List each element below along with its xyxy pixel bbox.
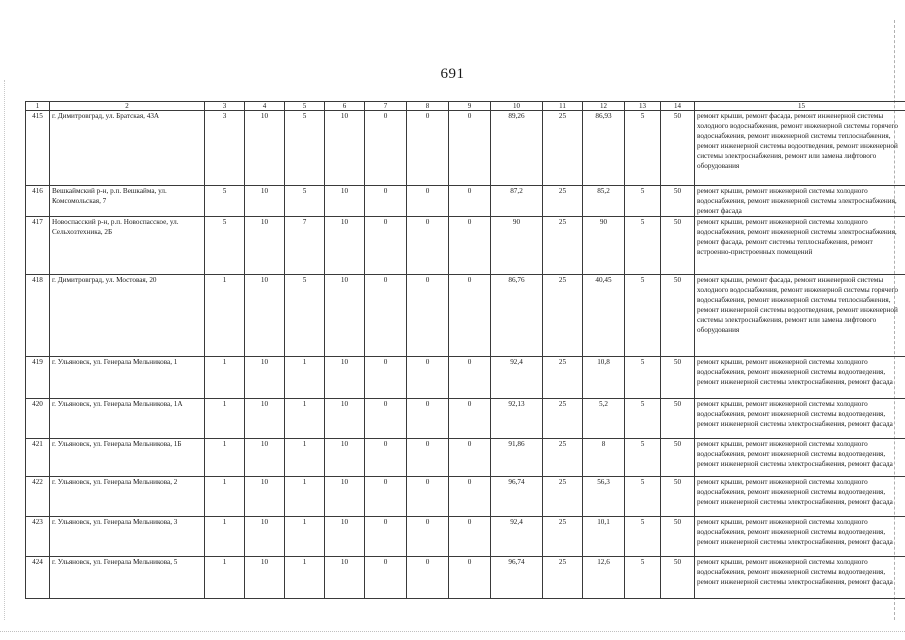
column-header-3: 3 — [205, 102, 245, 111]
cell-c14: 50 — [661, 186, 695, 217]
cell-c11: 25 — [543, 557, 583, 599]
cell-c9: 0 — [449, 111, 491, 186]
row-number-cell: 415 — [26, 111, 50, 186]
cell-c9: 0 — [449, 186, 491, 217]
column-header-9: 9 — [449, 102, 491, 111]
cell-c3: 1 — [205, 439, 245, 477]
cell-c6: 10 — [325, 557, 365, 599]
works-list-cell: ремонт крыши, ремонт инженерной системы холодного водоснабжения, ремонт инженерной системы водоотведения, ремонт инженерной системы электроснабжения, ремонт фасада — [695, 399, 905, 439]
cell-c3: 1 — [205, 477, 245, 517]
cell-c13: 5 — [625, 357, 661, 399]
cell-c3: 1 — [205, 517, 245, 557]
cell-c5: 1 — [285, 357, 325, 399]
cell-c10: 96,74 — [491, 557, 543, 599]
cell-c11: 25 — [543, 357, 583, 399]
cell-c13: 5 — [625, 111, 661, 186]
cell-c12: 56,3 — [583, 477, 625, 517]
cell-c5: 1 — [285, 517, 325, 557]
address-cell: Новоспасский р-н, р.п. Новоспасское, ул. Сельхозтехника, 2Б — [50, 217, 205, 275]
cell-c11: 25 — [543, 217, 583, 275]
cell-c12: 90 — [583, 217, 625, 275]
cell-c5: 1 — [285, 399, 325, 439]
cell-c10: 91,86 — [491, 439, 543, 477]
table-row — [26, 557, 905, 599]
cell-c11: 25 — [543, 439, 583, 477]
table-row — [26, 186, 905, 217]
cell-c10: 87,2 — [491, 186, 543, 217]
cell-c13: 5 — [625, 557, 661, 599]
column-header-1: 1 — [26, 102, 50, 111]
cell-c14: 50 — [661, 275, 695, 357]
column-header-4: 4 — [245, 102, 285, 111]
works-list-cell: ремонт крыши, ремонт инженерной системы холодного водоснабжения, ремонт инженерной системы электроснабжения, ремонт фасада, ремонт системы теплоснабжения, ремонт встроенно-пристроенных помещений — [695, 217, 905, 275]
works-list-cell: ремонт крыши, ремонт инженерной системы холодного водоснабжения, ремонт инженерной системы водоотведения, ремонт инженерной системы электроснабжения, ремонт фасада — [695, 357, 905, 399]
cell-c4: 10 — [245, 275, 285, 357]
cell-c4: 10 — [245, 517, 285, 557]
works-list-cell: ремонт крыши, ремонт инженерной системы холодного водоснабжения, ремонт инженерной системы водоотведения, ремонт инженерной системы электроснабжения, ремонт фасада — [695, 439, 905, 477]
cell-c3: 3 — [205, 111, 245, 186]
column-header-11: 11 — [543, 102, 583, 111]
cell-c7: 0 — [365, 275, 407, 357]
cell-c7: 0 — [365, 111, 407, 186]
cell-c13: 5 — [625, 217, 661, 275]
cell-c9: 0 — [449, 517, 491, 557]
works-list-cell: ремонт крыши, ремонт фасада, ремонт инженерной системы холодного водоснабжения, ремонт инженерной системы горячего водоснабжения, ремонт инженерной системы теплоснабжения, ремонт инженерной системы водоотведения, ремонт инженерной системы электроснабжения, ремонт или замена лифтового оборудования — [695, 111, 905, 186]
table-row — [26, 439, 905, 477]
cell-c12: 5,2 — [583, 399, 625, 439]
row-number-cell: 417 — [26, 217, 50, 275]
cell-c9: 0 — [449, 357, 491, 399]
cell-c5: 1 — [285, 557, 325, 599]
cell-c8: 0 — [407, 399, 449, 439]
works-list-cell: ремонт крыши, ремонт инженерной системы холодного водоснабжения, ремонт инженерной системы водоотведения, ремонт инженерной системы электроснабжения, ремонт фасада — [695, 477, 905, 517]
cell-c8: 0 — [407, 186, 449, 217]
works-list-cell: ремонт крыши, ремонт фасада, ремонт инженерной системы холодного водоснабжения, ремонт инженерной системы горячего водоснабжения, ремонт инженерной системы теплоснабжения, ремонт инженерной системы водоотведения, ремонт инженерной системы электроснабжения, ремонт или замена лифтового оборудования — [695, 275, 905, 357]
cell-c9: 0 — [449, 217, 491, 275]
cell-c8: 0 — [407, 557, 449, 599]
cell-c9: 0 — [449, 275, 491, 357]
address-cell: г. Ульяновск, ул. Генерала Мельникова, 5 — [50, 557, 205, 599]
table-row — [26, 517, 905, 557]
cell-c11: 25 — [543, 275, 583, 357]
cell-c3: 5 — [205, 217, 245, 275]
row-number-cell: 423 — [26, 517, 50, 557]
works-list-cell: ремонт крыши, ремонт инженерной системы холодного водоснабжения, ремонт инженерной системы электроснабжения, ремонт фасада — [695, 186, 905, 217]
scan-edge-left — [4, 80, 6, 620]
cell-c10: 92,4 — [491, 517, 543, 557]
cell-c14: 50 — [661, 557, 695, 599]
cell-c7: 0 — [365, 217, 407, 275]
cell-c6: 10 — [325, 111, 365, 186]
cell-c7: 0 — [365, 477, 407, 517]
address-cell: г. Ульяновск, ул. Генерала Мельникова, 2 — [50, 477, 205, 517]
registry-table — [25, 101, 905, 599]
cell-c4: 10 — [245, 557, 285, 599]
cell-c7: 0 — [365, 399, 407, 439]
cell-c3: 1 — [205, 275, 245, 357]
cell-c12: 85,2 — [583, 186, 625, 217]
column-header-15: 15 — [695, 102, 905, 111]
column-header-13: 13 — [625, 102, 661, 111]
cell-c6: 10 — [325, 357, 365, 399]
cell-c5: 5 — [285, 111, 325, 186]
address-cell: г. Ульяновск, ул. Генерала Мельникова, 3 — [50, 517, 205, 557]
cell-c8: 0 — [407, 357, 449, 399]
cell-c11: 25 — [543, 186, 583, 217]
cell-c6: 10 — [325, 275, 365, 357]
cell-c14: 50 — [661, 399, 695, 439]
works-list-cell: ремонт крыши, ремонт инженерной системы холодного водоснабжения, ремонт инженерной системы водоотведения, ремонт инженерной системы электроснабжения, ремонт фасада — [695, 517, 905, 557]
address-cell: г. Ульяновск, ул. Генерала Мельникова, 1 — [50, 357, 205, 399]
cell-c12: 10,8 — [583, 357, 625, 399]
column-header-14: 14 — [661, 102, 695, 111]
cell-c7: 0 — [365, 186, 407, 217]
cell-c12: 86,93 — [583, 111, 625, 186]
cell-c3: 1 — [205, 357, 245, 399]
cell-c14: 50 — [661, 357, 695, 399]
cell-c4: 10 — [245, 217, 285, 275]
cell-c9: 0 — [449, 477, 491, 517]
works-list-cell: ремонт крыши, ремонт инженерной системы холодного водоснабжения, ремонт инженерной системы водоотведения, ремонт инженерной системы электроснабжения, ремонт фасада — [695, 557, 905, 599]
scan-edge-bottom — [0, 631, 905, 633]
table-row — [26, 275, 905, 357]
cell-c14: 50 — [661, 217, 695, 275]
cell-c10: 92,13 — [491, 399, 543, 439]
table-row — [26, 399, 905, 439]
cell-c13: 5 — [625, 477, 661, 517]
cell-c7: 0 — [365, 557, 407, 599]
cell-c3: 1 — [205, 399, 245, 439]
row-number-cell: 421 — [26, 439, 50, 477]
address-cell: г. Димитровград, ул. Мостовая, 20 — [50, 275, 205, 357]
column-header-12: 12 — [583, 102, 625, 111]
cell-c14: 50 — [661, 111, 695, 186]
column-header-8: 8 — [407, 102, 449, 111]
cell-c5: 1 — [285, 439, 325, 477]
cell-c5: 5 — [285, 186, 325, 217]
table-row — [26, 477, 905, 517]
cell-c4: 10 — [245, 399, 285, 439]
row-number-cell: 424 — [26, 557, 50, 599]
cell-c4: 10 — [245, 477, 285, 517]
cell-c11: 25 — [543, 399, 583, 439]
cell-c11: 25 — [543, 111, 583, 186]
cell-c8: 0 — [407, 477, 449, 517]
cell-c6: 10 — [325, 517, 365, 557]
cell-c10: 96,74 — [491, 477, 543, 517]
cell-c8: 0 — [407, 217, 449, 275]
cell-c5: 1 — [285, 477, 325, 517]
cell-c13: 5 — [625, 517, 661, 557]
cell-c11: 25 — [543, 517, 583, 557]
cell-c13: 5 — [625, 186, 661, 217]
row-number-cell: 418 — [26, 275, 50, 357]
cell-c4: 10 — [245, 186, 285, 217]
cell-c9: 0 — [449, 439, 491, 477]
cell-c6: 10 — [325, 439, 365, 477]
cell-c12: 10,1 — [583, 517, 625, 557]
table-body — [26, 111, 905, 599]
cell-c8: 0 — [407, 111, 449, 186]
column-header-2: 2 — [50, 102, 205, 111]
cell-c10: 90 — [491, 217, 543, 275]
cell-c13: 5 — [625, 275, 661, 357]
cell-c12: 40,45 — [583, 275, 625, 357]
cell-c6: 10 — [325, 399, 365, 439]
column-header-5: 5 — [285, 102, 325, 111]
column-header-6: 6 — [325, 102, 365, 111]
page-number: 691 — [440, 66, 465, 82]
cell-c8: 0 — [407, 517, 449, 557]
row-number-cell: 420 — [26, 399, 50, 439]
address-cell: г. Ульяновск, ул. Генерала Мельникова, 1А — [50, 399, 205, 439]
cell-c6: 10 — [325, 186, 365, 217]
cell-c7: 0 — [365, 517, 407, 557]
cell-c9: 0 — [449, 557, 491, 599]
cell-c4: 10 — [245, 357, 285, 399]
cell-c4: 10 — [245, 439, 285, 477]
cell-c4: 10 — [245, 111, 285, 186]
table-row — [26, 357, 905, 399]
header-row — [26, 102, 905, 111]
row-number-cell: 422 — [26, 477, 50, 517]
cell-c12: 8 — [583, 439, 625, 477]
cell-c6: 10 — [325, 217, 365, 275]
table-row — [26, 217, 905, 275]
cell-c5: 5 — [285, 275, 325, 357]
cell-c14: 50 — [661, 477, 695, 517]
cell-c10: 92,4 — [491, 357, 543, 399]
cell-c9: 0 — [449, 399, 491, 439]
column-header-7: 7 — [365, 102, 407, 111]
cell-c5: 7 — [285, 217, 325, 275]
table-row — [26, 111, 905, 186]
cell-c3: 1 — [205, 557, 245, 599]
column-header-10: 10 — [491, 102, 543, 111]
cell-c13: 5 — [625, 439, 661, 477]
address-cell: г. Димитровград, ул. Братская, 43А — [50, 111, 205, 186]
cell-c10: 89,26 — [491, 111, 543, 186]
cell-c12: 12,6 — [583, 557, 625, 599]
cell-c13: 5 — [625, 399, 661, 439]
cell-c8: 0 — [407, 439, 449, 477]
cell-c6: 10 — [325, 477, 365, 517]
cell-c7: 0 — [365, 357, 407, 399]
cell-c10: 86,76 — [491, 275, 543, 357]
row-number-cell: 419 — [26, 357, 50, 399]
cell-c11: 25 — [543, 477, 583, 517]
row-number-cell: 416 — [26, 186, 50, 217]
cell-c14: 50 — [661, 517, 695, 557]
address-cell: г. Ульяновск, ул. Генерала Мельникова, 1Б — [50, 439, 205, 477]
cell-c7: 0 — [365, 439, 407, 477]
cell-c8: 0 — [407, 275, 449, 357]
cell-c14: 50 — [661, 439, 695, 477]
cell-c3: 5 — [205, 186, 245, 217]
address-cell: Вешкаймский р-н, р.п. Вешкайма, ул. Комсомольская, 7 — [50, 186, 205, 217]
